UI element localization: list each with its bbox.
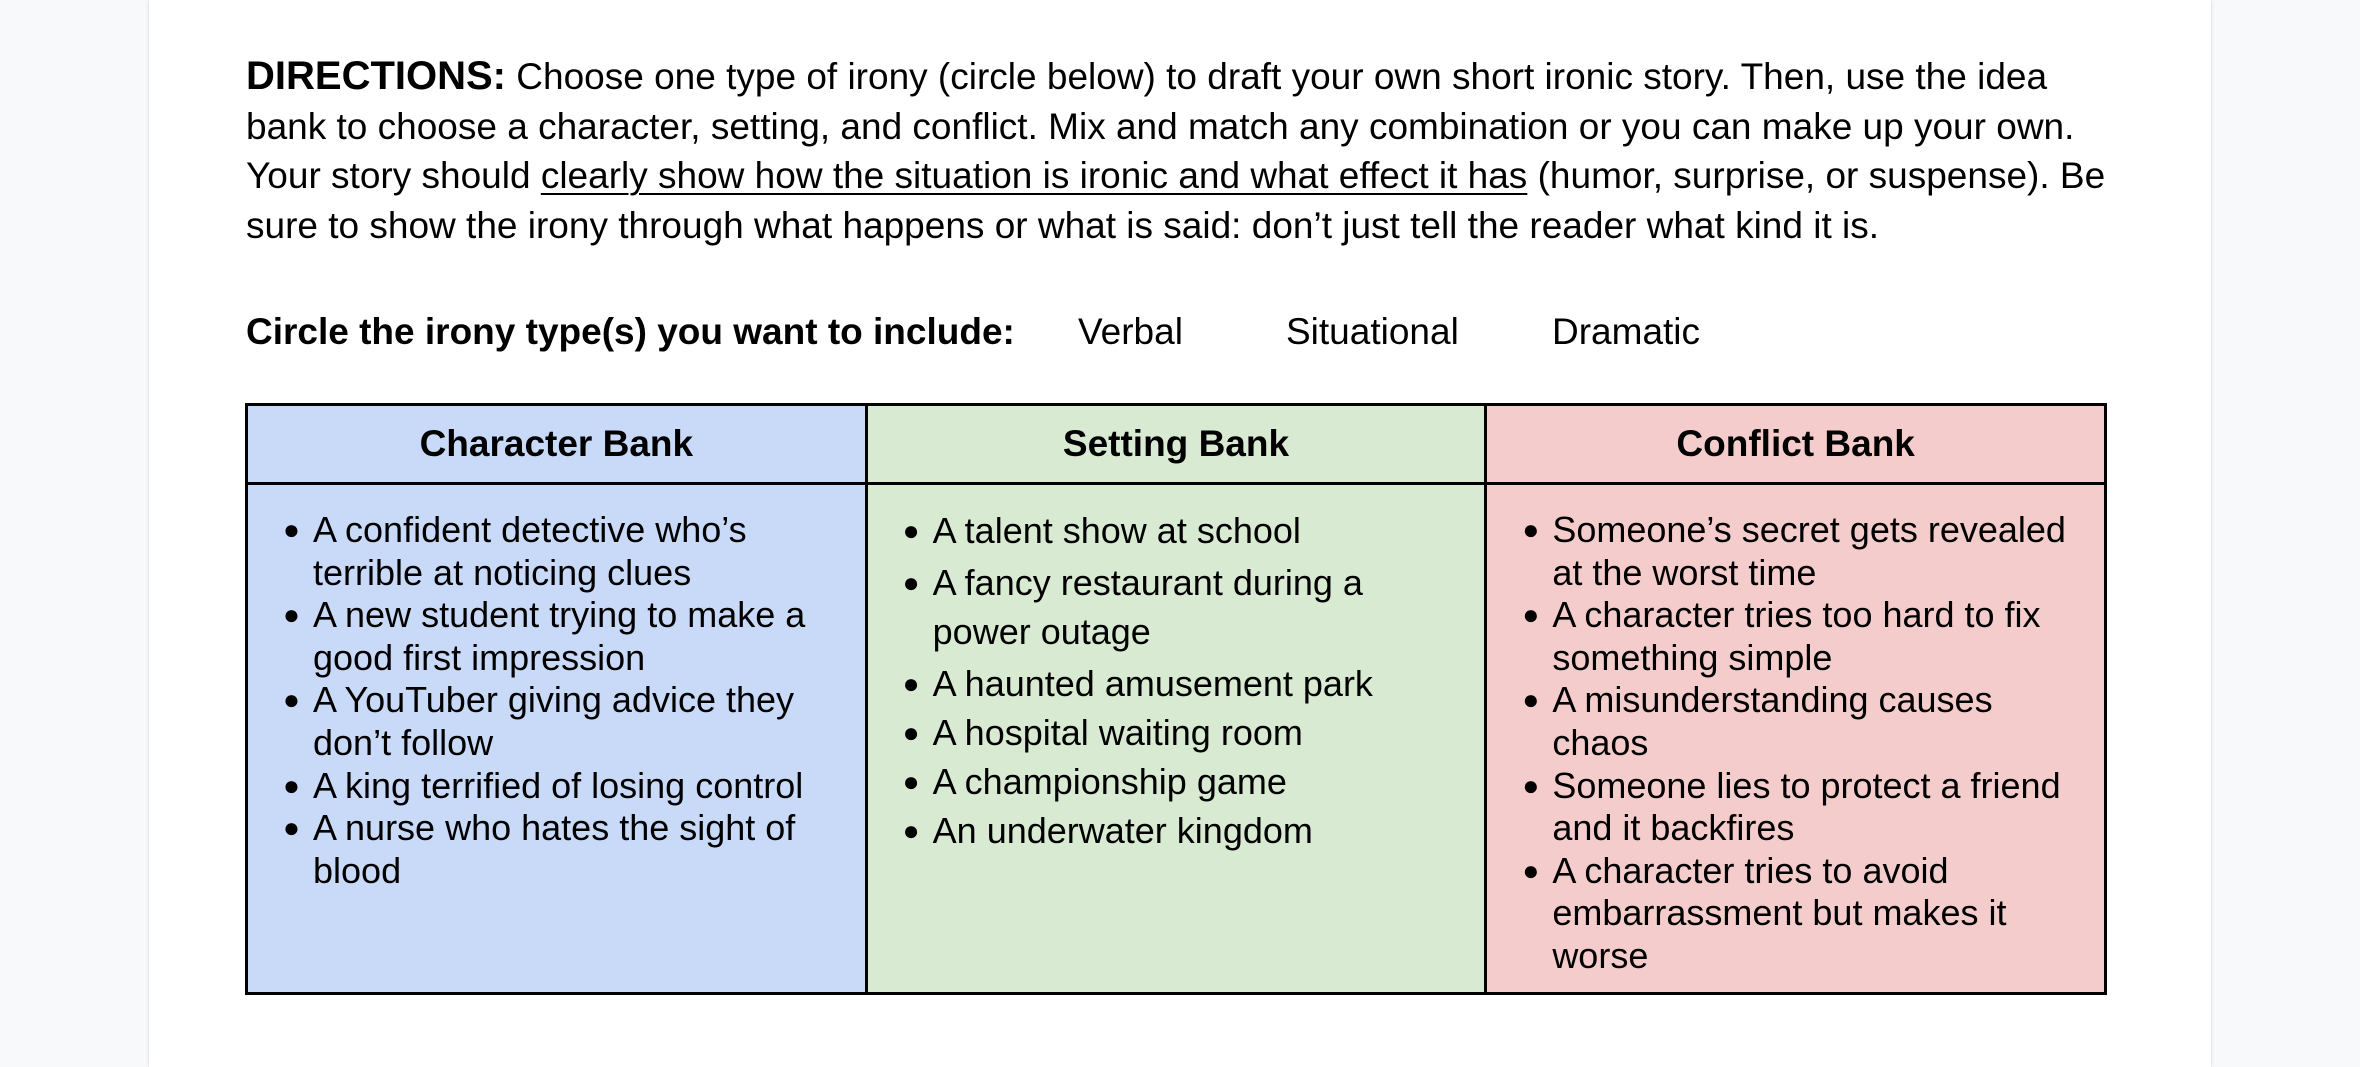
- setting-bank-header: Setting Bank: [866, 405, 1486, 484]
- list-item: ● Someone lies to protect a friend and it backfires: [1522, 765, 2083, 850]
- conflict-bank-header: Conflict Bank: [1486, 405, 2106, 484]
- conflict-bank-cell: [1486, 484, 2106, 994]
- idea-bank-table: [245, 403, 2107, 995]
- irony-type-prompt: Circle the irony type(s) you want to include:: [246, 311, 1015, 352]
- list-item: ● A misunderstanding causes chaos: [1522, 679, 2083, 764]
- list-item: ● A hospital waiting room: [903, 711, 1464, 754]
- character-bank-list: [249, 486, 864, 892]
- irony-option-verbal: Verbal: [1078, 311, 1183, 352]
- list-item: ● A confident detective who’s terrible at noticing clues: [283, 509, 844, 594]
- irony-option-situational: Situational: [1286, 311, 1459, 352]
- setting-bank-list: [869, 486, 1484, 852]
- list-item: ● Someone’s secret gets revealed at the worst time: [1522, 509, 2083, 594]
- setting-bank-cell: [866, 484, 1486, 994]
- directions-underlined-text: clearly show how the situation is ironic and what effect it has: [540, 155, 1528, 197]
- list-item: ● A character tries too hard to fix something simple: [1522, 594, 2083, 679]
- list-item: ● A haunted amusement park: [903, 662, 1464, 705]
- character-bank-header: Character Bank: [247, 405, 867, 484]
- irony-option-dramatic: Dramatic: [1552, 311, 1701, 352]
- irony-type-row: [246, 307, 1701, 357]
- list-item: ● An underwater kingdom: [903, 809, 1464, 852]
- directions-paragraph: [246, 52, 2126, 250]
- list-item: ● A championship game: [903, 760, 1464, 803]
- character-bank-cell: [247, 484, 867, 994]
- list-item: ● A fancy restaurant during a power outage: [903, 558, 1464, 656]
- list-item: ● A character tries to avoid embarrassment but makes it worse: [1522, 850, 2083, 978]
- list-item: ● A king terrified of losing control: [283, 765, 844, 808]
- list-item: ● A YouTuber giving advice they don’t follow: [283, 679, 844, 764]
- list-item: ● A nurse who hates the sight of blood: [283, 807, 844, 892]
- directions-text-start: Choose one type of irony (circle below) to draft your own short ironic story. Then, use the idea bank to choose a character, setting, and conflict. Mix and match any combination or you can make up your own. Your story should: [246, 56, 2075, 197]
- list-item: ● A new student trying to make a good first impression: [283, 594, 844, 679]
- list-item: ● A talent show at school: [903, 509, 1464, 552]
- directions-label: DIRECTIONS:: [246, 54, 506, 98]
- conflict-bank-list: [1488, 486, 2103, 978]
- directions-text-end: (humor, surprise, or suspense). Be sure to show the irony through what happens or what is said: don’t just tell the reader what kind it is.: [246, 155, 2106, 246]
